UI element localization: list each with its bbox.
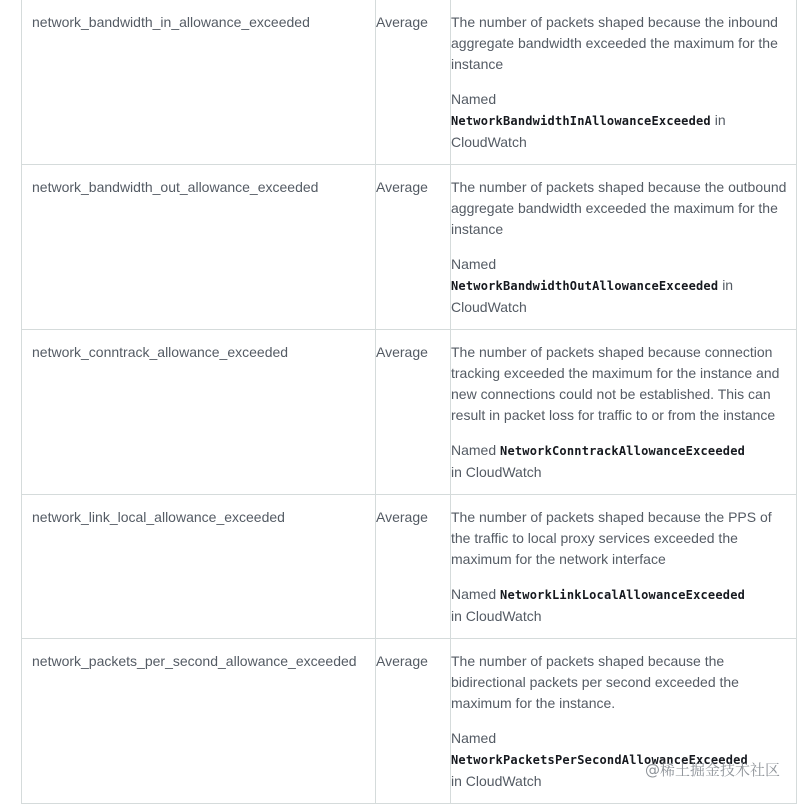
description-cell <box>451 0 797 165</box>
description-text: The number of packets shaped because the bidirectional packets per second exceeded the maximum for the instance. <box>451 653 739 711</box>
named-prefix: Named <box>451 256 497 272</box>
table-row <box>22 495 797 639</box>
statistic: Average <box>376 0 451 165</box>
cloudwatch-name-text <box>451 440 790 483</box>
cloudwatch-metric-code: NetworkBandwidthOutAllowanceExceeded <box>451 279 719 293</box>
cloudwatch-name-text <box>451 89 790 153</box>
cloudwatch-metric-code: NetworkLinkLocalAllowanceExceeded <box>500 588 746 602</box>
cloudwatch-metric-code: NetworkBandwidthInAllowanceExceeded <box>451 114 711 128</box>
named-suffix: in CloudWatch <box>451 464 542 480</box>
metric-name: network_conntrack_allowance_exceeded <box>22 330 376 495</box>
table-row <box>22 330 797 495</box>
statistic: Average <box>376 639 451 804</box>
metrics-table <box>21 0 797 804</box>
metric-name: network_bandwidth_out_allowance_exceeded <box>22 165 376 330</box>
statistic: Average <box>376 495 451 639</box>
description-cell <box>451 330 797 495</box>
description-text: The number of packets shaped because connection tracking exceeded the maximum for the instance and new connections could not be established. This can result in packet loss for traffic to or from the instance <box>451 344 780 423</box>
description-cell <box>451 495 797 639</box>
statistic: Average <box>376 330 451 495</box>
description-text: The number of packets shaped because the inbound aggregate bandwidth exceeded the maximum for the instance <box>451 14 778 72</box>
named-suffix: CloudWatch <box>451 299 527 315</box>
description-cell <box>451 165 797 330</box>
named-suffix: in CloudWatch <box>451 608 542 624</box>
named-suffix-in: in <box>714 112 726 128</box>
named-suffix: CloudWatch <box>451 134 527 150</box>
metric-name: network_packets_per_second_allowance_exceeded <box>22 639 376 804</box>
description-text: The number of packets shaped because the outbound aggregate bandwidth exceeded the maximum for the instance <box>451 179 787 237</box>
cloudwatch-metric-code: NetworkConntrackAllowanceExceeded <box>500 444 746 458</box>
named-prefix: Named <box>451 442 497 458</box>
named-prefix: Named <box>451 730 497 746</box>
description-text: The number of packets shaped because the PPS of the traffic to local proxy services exceeded the maximum for the network interface <box>451 509 772 567</box>
named-suffix-in: in <box>722 277 734 293</box>
metric-name: network_bandwidth_in_allowance_exceeded <box>22 0 376 165</box>
statistic: Average <box>376 165 451 330</box>
named-prefix: Named <box>451 586 497 602</box>
cloudwatch-metric-code: NetworkPacketsPerSecondAllowanceExceeded <box>451 753 748 767</box>
metric-name: network_link_local_allowance_exceeded <box>22 495 376 639</box>
table-row <box>22 0 797 165</box>
named-prefix: Named <box>451 91 497 107</box>
watermark-text: @稀土掘金技术社区 <box>644 761 780 779</box>
named-suffix: in CloudWatch <box>451 773 542 789</box>
table-row <box>22 165 797 330</box>
cloudwatch-name-text <box>451 584 790 627</box>
cloudwatch-name-text <box>451 254 790 318</box>
